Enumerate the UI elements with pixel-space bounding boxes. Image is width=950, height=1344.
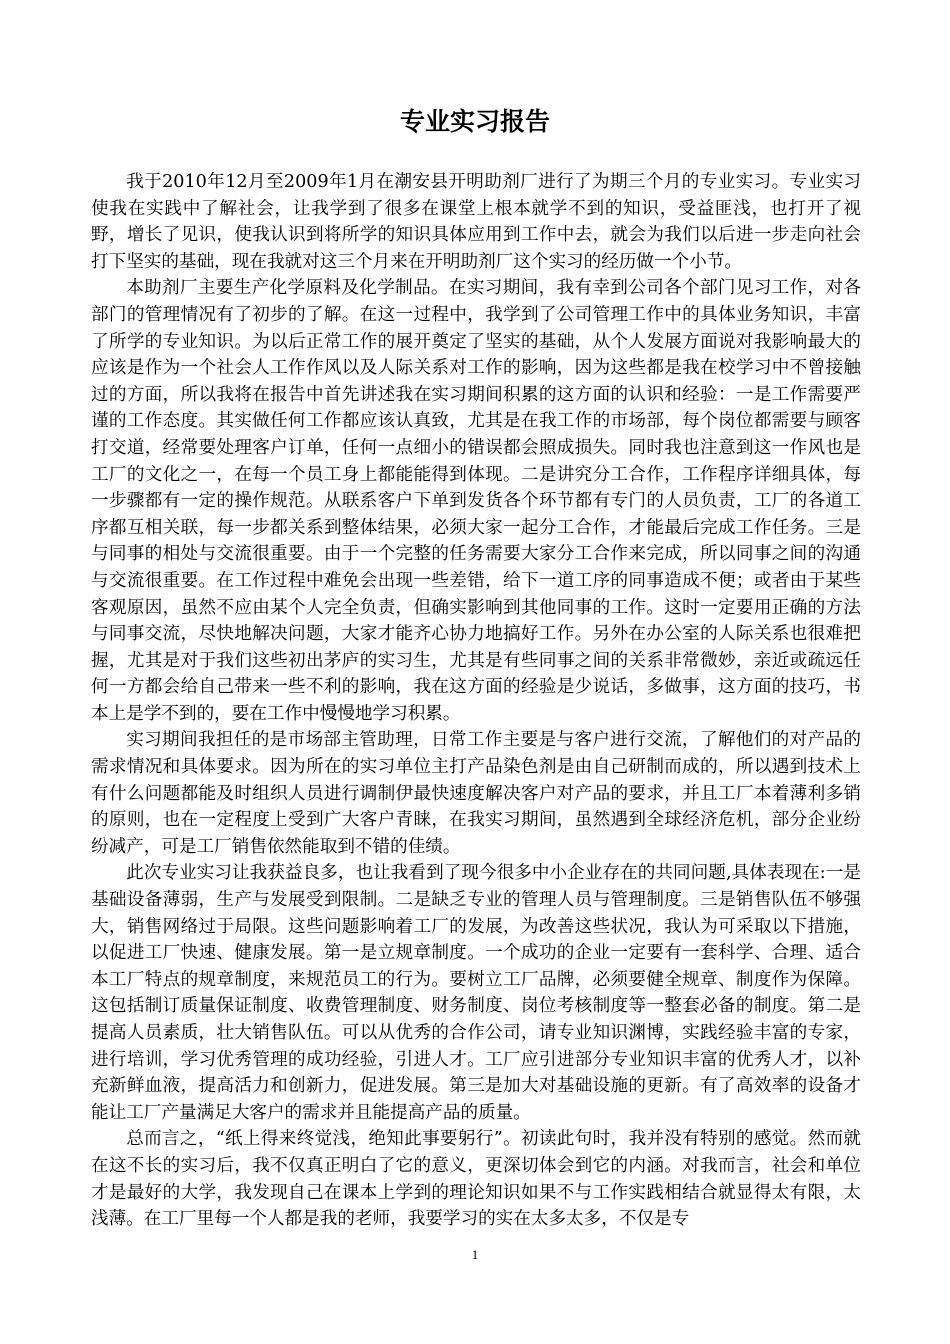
page-title: 专业实习报告	[399, 107, 550, 136]
report-body	[91, 169, 861, 1233]
paragraph-role: 实习期间我担任的是市场部主管助理，日常工作主要是与客户进行交流，了解他们的对产品的需求情况和具体要求。因为所在的实习单位主打产品染色剂是由自己研制而成的，所以遇到技术上有什么问题都能及时组织人员进行调制伊最快速度解决客户对产品的要求，并且工厂本着薄利多销的原则，也在一定程度上受到广大客户青睐，在我实习期间，虽然遇到全球经济危机，部分企业纷纷减产，可是工厂销售依然能取到不错的佳绩。	[91, 730, 861, 857]
paragraph-experience: 本助剂厂主要生产化学原料及化学制品。在实习期间，我有幸到公司各个部门见习工作，对各部门的管理情况有了初步的了解。在这一过程中，我学到了公司管理工作中的具体业务知识，丰富了所学的专业知识。为以后正常工作的展开奠定了坚实的基础，从个人发展方面说对我影响最大的应该是作为一个社会人工作作风以及人际关系对工作的影响，因为这些都是我在校学习中不曾接触过的方面，所以我将在报告中首先讲述我在实习期间积累的这方面的认识和经验：一是工作需要严谨的工作态度。其实做任何工作都应该认真致，尤其是在我工作的市场部，每个岗位都需要与顾客打交道，经常要处理客户订单，任何一点细小的错误都会照成损失。同时我也注意到这一作风也是工厂的文化之一，在每一个员工身上都能能得到体现。二是讲究分工合作，工作程序详细具体，每一步骤都有一定的操作规范。从联系客户下单到发货各个环节都有专门的人员负责，工厂的各道工序都互相关联，每一步都关系到整体结果，必须大家一起分工合作，才能最后完成工作任务。三是与同事的相处与交流很重要。由于一个完整的任务需要大家分工合作来完成，所以同事之间的沟通与交流很重要。在工作过程中难免会出现一些差错，给下一道工序的同事造成不便；或者由于某些客观原因，虽然不应由某个人完全负责，但确实影响到其他同事的工作。这时一定要用正确的方法与同事交流，尽快地解决问题，大家才能齐心协力地搞好工作。另外在办公室的人际关系也很难把握，尤其是对于我们这些初出茅庐的实习生，尤其是有些同事之间的关系非常微妙，亲近或疏远任何一方都会给自己带来一些不利的影响，我在这方面的经验是少说话，多做事，这方面的技巧，书本上是学不到的，要在工作中慢慢地学习积累。	[91, 278, 861, 724]
page-number: 1	[471, 1247, 479, 1262]
paragraph-conclusion: 总而言之，“纸上得来终觉浅，绝知此事要躬行”。初读此句时，我并没有特别的感觉。然而就在这不长的实习后，我不仅真正明白了它的意义，更深切体会到它的内涵。对我而言，社会和单位才是最好的大学，我发现自己在课本上学到的理论知识如果不与工作实践相结合就显得太有限，太浅薄。在工厂里每一个人都是我的老师，我要学习的实在太多太多，不仅是专	[91, 1129, 861, 1230]
paragraph-problems: 此次专业实习让我获益良多，也让我看到了现今很多中小企业存在的共同问题,具体表现在:一是基础设备薄弱，生产与发展受到限制。二是缺乏专业的管理人员与管理制度。三是销售队伍不够强大，销售网络过于局限。这些问题影响着工厂的发展，为改善这些状况，我认为可采取以下措施，以促进工厂快速、健康发展。第一是立规章制度。一个成功的企业一定要有一套科学、合理、适合本工厂特点的规章制度，来规范员工的行为。要树立工厂品牌，必须要健全规章、制度作为保障。这包括制订质量保证制度、收费管理制度、财务制度、岗位考核制度等一整套必备的制度。第二是提高人员素质，壮大销售队伍。可以从优秀的合作公司，请专业知识渊博，实践经验丰富的专家，进行培训，学习优秀管理的成功经验，引进人才。工厂应引进部分专业知识丰富的优秀人才，以补充新鲜血液，提高活力和创新力，促进发展。第三是加大对基础设施的更新。有了高效率的设备才能让工厂产量满足大客户的需求并且能提高产品的质量。	[91, 863, 861, 1123]
paragraph-intro: 我于2010年12月至2009年1月在潮安县开明助剂厂进行了为期三个月的专业实习。专业实习使我在实践中了解社会，让我学到了很多在课堂上根本就学不到的知识，受益匪浅，也打开了视野，增长了见识，使我认识到将所学的知识具体应用到工作中去，就会为我们以后进一步走向社会打下坚实的基础，现在我就对这三个月来在开明助剂厂这个实习的经历做一个小节。	[91, 172, 861, 272]
